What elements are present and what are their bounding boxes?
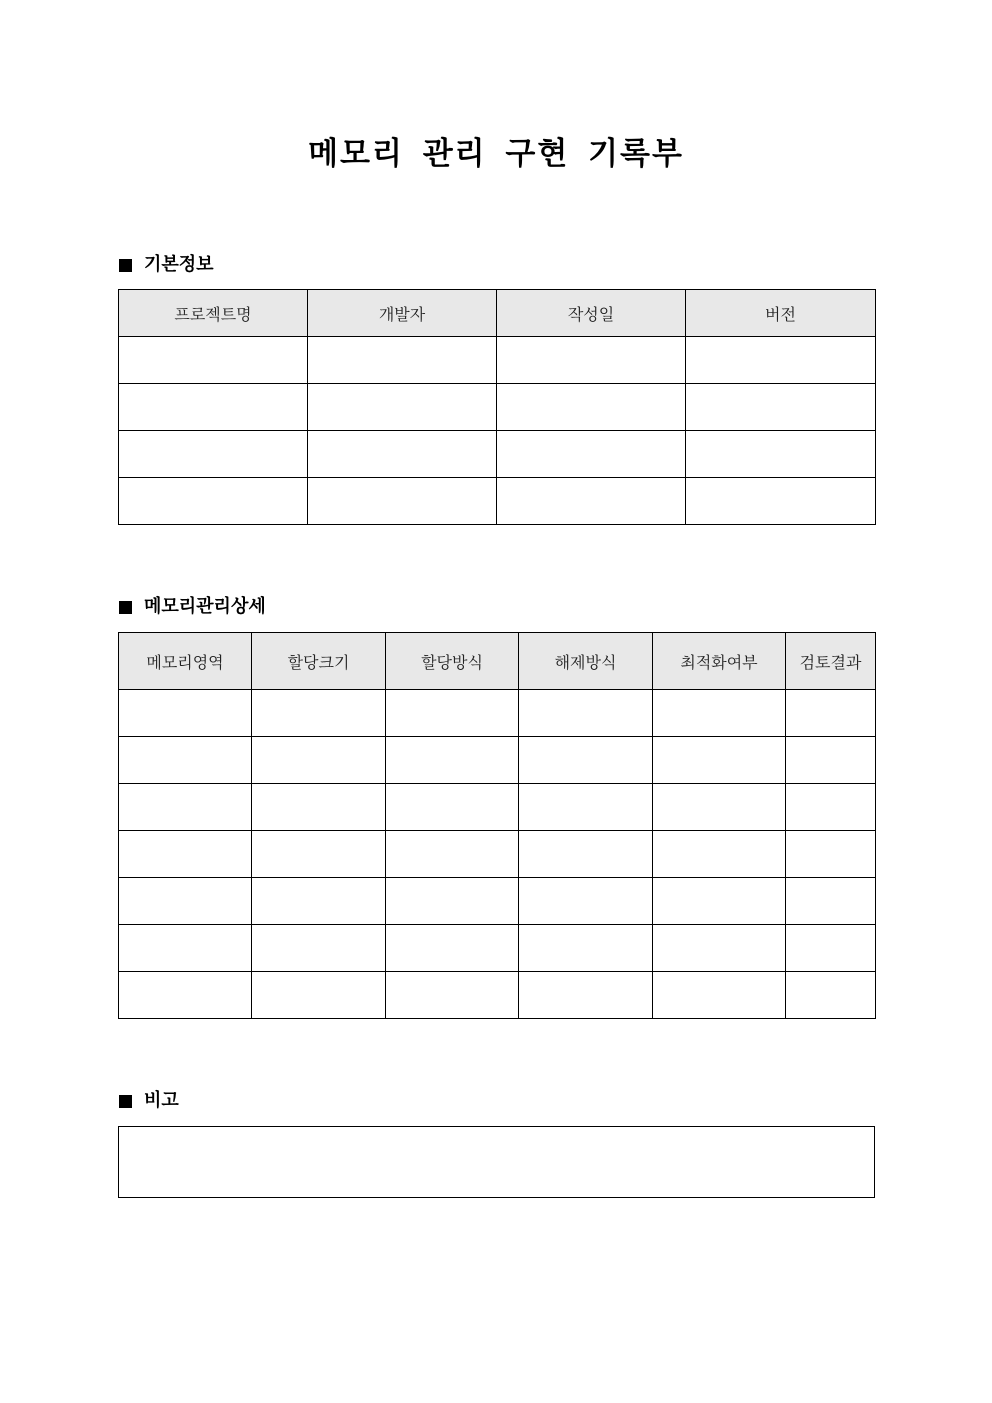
table-cell[interactable]: [686, 384, 876, 431]
table-cell[interactable]: [386, 972, 519, 1019]
table-cell[interactable]: [308, 431, 497, 478]
square-bullet-icon: [119, 601, 132, 614]
table-cell[interactable]: [252, 784, 386, 831]
section-heading-label: 메모리관리상세: [144, 596, 266, 617]
section-heading-remarks: [119, 1089, 179, 1113]
column-header-optimized: 최적화여부: [653, 633, 786, 690]
table-cell[interactable]: [786, 737, 876, 784]
table-cell[interactable]: [386, 737, 519, 784]
table-row: [119, 831, 876, 878]
column-header-date: 작성일: [497, 290, 686, 337]
table-cell[interactable]: [686, 478, 876, 525]
table-cell[interactable]: [308, 337, 497, 384]
table-cell[interactable]: [252, 737, 386, 784]
table-cell[interactable]: [119, 878, 252, 925]
table-row: [119, 972, 876, 1019]
column-header-alloc-size: 할당크기: [252, 633, 386, 690]
column-header-free-method: 해제방식: [519, 633, 653, 690]
table-cell[interactable]: [653, 925, 786, 972]
table-cell[interactable]: [686, 431, 876, 478]
square-bullet-icon: [119, 259, 132, 272]
table-cell[interactable]: [786, 972, 876, 1019]
table-cell[interactable]: [386, 831, 519, 878]
section-heading-label: 기본정보: [144, 254, 214, 275]
table-cell[interactable]: [119, 831, 252, 878]
table-cell[interactable]: [653, 784, 786, 831]
column-header-review-result: 검토결과: [786, 633, 876, 690]
table-cell[interactable]: [519, 925, 653, 972]
table-cell[interactable]: [308, 478, 497, 525]
table-cell[interactable]: [119, 478, 308, 525]
table-cell[interactable]: [386, 690, 519, 737]
table-cell[interactable]: [519, 972, 653, 1019]
table-cell[interactable]: [653, 831, 786, 878]
column-header-developer: 개발자: [308, 290, 497, 337]
table-cell[interactable]: [519, 690, 653, 737]
table-header-row: [119, 290, 876, 337]
table-cell[interactable]: [653, 878, 786, 925]
remarks-field[interactable]: [118, 1126, 875, 1198]
table-cell[interactable]: [252, 878, 386, 925]
table-row: [119, 478, 876, 525]
table-row: [119, 337, 876, 384]
table-cell[interactable]: [119, 972, 252, 1019]
column-header-version: 버전: [686, 290, 876, 337]
table-row: [119, 384, 876, 431]
table-cell[interactable]: [653, 690, 786, 737]
table-cell[interactable]: [252, 925, 386, 972]
table-cell[interactable]: [519, 831, 653, 878]
document-title: 메모리 관리 구현 기록부: [308, 136, 684, 172]
section-heading-basic-info: [119, 253, 214, 277]
square-bullet-icon: [119, 1095, 132, 1108]
table-row: [119, 784, 876, 831]
table-cell[interactable]: [119, 925, 252, 972]
column-header-memory-area: 메모리영역: [119, 633, 252, 690]
table-row: [119, 878, 876, 925]
table-cell[interactable]: [786, 784, 876, 831]
table-cell[interactable]: [519, 737, 653, 784]
table-row: [119, 431, 876, 478]
table-cell[interactable]: [786, 925, 876, 972]
table-cell[interactable]: [308, 384, 497, 431]
table-cell[interactable]: [119, 384, 308, 431]
column-header-project-name: 프로젝트명: [119, 290, 308, 337]
table-cell[interactable]: [786, 831, 876, 878]
table-row: [119, 690, 876, 737]
basic-info-table: [118, 289, 876, 525]
table-cell[interactable]: [386, 784, 519, 831]
column-header-alloc-method: 할당방식: [386, 633, 519, 690]
table-cell[interactable]: [786, 878, 876, 925]
table-header-row: [119, 633, 876, 690]
table-cell[interactable]: [497, 384, 686, 431]
table-cell[interactable]: [653, 972, 786, 1019]
table-cell[interactable]: [119, 737, 252, 784]
table-cell[interactable]: [119, 784, 252, 831]
memory-detail-table: [118, 632, 876, 1019]
table-cell[interactable]: [119, 431, 308, 478]
table-cell[interactable]: [119, 337, 308, 384]
table-cell[interactable]: [252, 972, 386, 1019]
table-cell[interactable]: [497, 431, 686, 478]
table-cell[interactable]: [119, 690, 252, 737]
table-cell[interactable]: [497, 478, 686, 525]
table-cell[interactable]: [252, 690, 386, 737]
table-cell[interactable]: [686, 337, 876, 384]
table-row: [119, 737, 876, 784]
table-cell[interactable]: [386, 925, 519, 972]
table-cell[interactable]: [519, 784, 653, 831]
table-cell[interactable]: [519, 878, 653, 925]
table-row: [119, 925, 876, 972]
table-cell[interactable]: [653, 737, 786, 784]
section-heading-memory-detail: [119, 595, 266, 619]
section-heading-label: 비고: [144, 1090, 179, 1111]
table-cell[interactable]: [386, 878, 519, 925]
table-cell[interactable]: [252, 831, 386, 878]
table-cell[interactable]: [497, 337, 686, 384]
table-cell[interactable]: [786, 690, 876, 737]
